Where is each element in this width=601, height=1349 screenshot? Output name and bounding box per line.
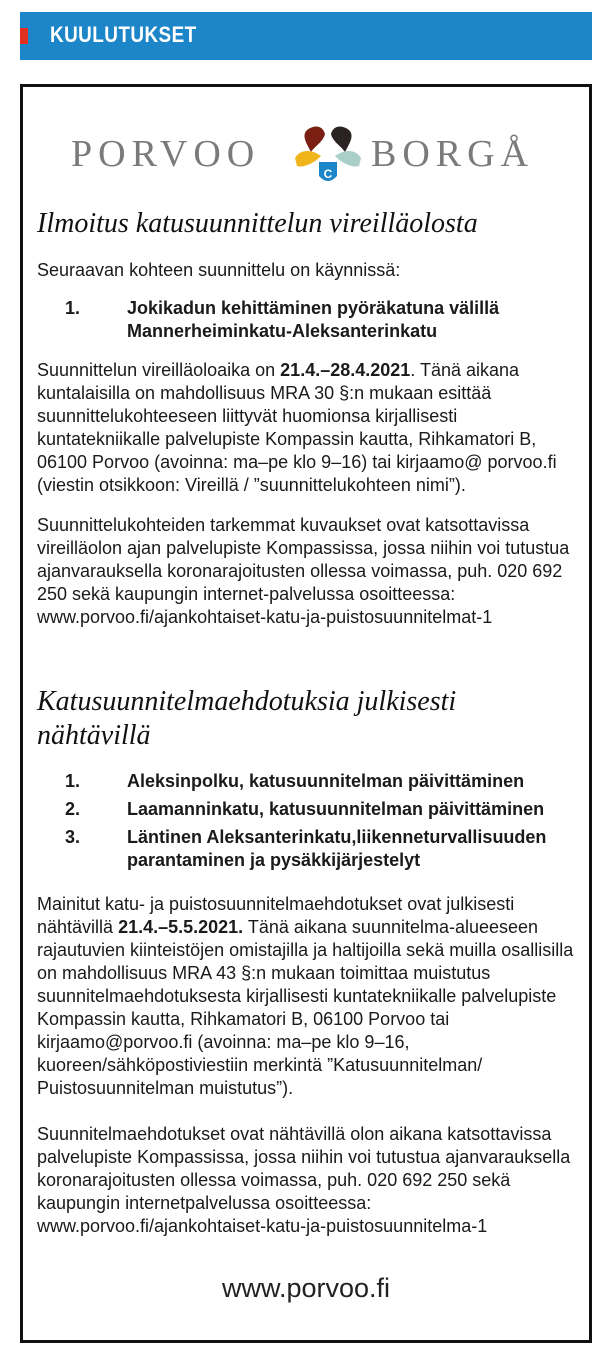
list-item-number: 2. xyxy=(65,799,81,819)
para-text: Suunnittelukohteiden tarkemmat kuvaukset ovat katsottavissa vireilläolon ajan palvelupiste Kompassissa, jossa niihin voi tutustua ajanvarauksella koronarajoitusten ollessa voimassa, puh. 020 692 250 sekä kaupungin internet-palvelussa osoitteessa: xyxy=(37,515,570,604)
list-item xyxy=(37,826,597,872)
list-item-text: Jokikadun kehittäminen pyöräkatuna välillä Mannerheiminkatu-Aleksanterinkatu xyxy=(127,298,500,341)
list-item xyxy=(37,297,597,343)
list-item-number: 1. xyxy=(65,298,81,318)
section1-paragraph2 xyxy=(37,514,582,629)
emblem-letter: C xyxy=(323,167,333,181)
section1-url[interactable]: www.porvoo.fi/ajankohtaiset-katu-ja-puistosuunnitelmat-1 xyxy=(37,607,493,627)
para-text: Suunnitelmaehdotukset ovat nähtävillä olon aikana katsottavissa palvelupiste Kompassissa, jossa niihin voi tutustua ajanvarauksella koronarajoitusten ollessa voimassa, puh. 020 692 250 sekä kaupungin internetpalvelussa osoitteessa: xyxy=(37,1124,571,1213)
porvoo-borga-logo xyxy=(71,120,541,190)
section2-title-line1: Katusuunnitelmaehdotuksia julkisesti xyxy=(37,686,457,717)
list-item-text: Läntinen Aleksanterinkatu,liikenneturvallisuuden parantaminen ja pysäkkijärjestelyt xyxy=(127,827,547,870)
section2-paragraph1 xyxy=(37,893,582,1100)
announcement-box xyxy=(20,84,592,1343)
logo-text-left: PORVOO xyxy=(71,133,261,175)
list-item-number: 1. xyxy=(65,771,81,791)
section2-paragraph2 xyxy=(37,1123,582,1238)
header-title: KUULUTUKSET xyxy=(50,22,197,47)
section1-list xyxy=(37,297,597,343)
list-item-number: 3. xyxy=(65,827,81,847)
section1-intro: Seuraavan kohteen suunnittelu on käynnissä: xyxy=(37,260,401,280)
section2-title xyxy=(37,685,456,753)
para-dates: 21.4.–28.4.2021 xyxy=(280,360,411,380)
section2-title-line2: nähtävillä xyxy=(37,720,151,751)
section1-paragraph1 xyxy=(37,359,582,497)
city-emblem-icon xyxy=(293,122,363,188)
section1-title: Ilmoitus katusuunnittelun vireilläolosta xyxy=(37,208,478,239)
header-marker xyxy=(20,28,28,44)
para-suffix: . Tänä aikana kuntalaisilla on mahdollisuus MRA 30 §:n mukaan esittää suunnittelukohteeseen liittyvät huomionsa kirjallisesti kuntatekniikalle palvelupiste Kompassin kautta, Rihkamatori B, 06100 Porvoo (avoinna: ma–pe klo 9–16) tai kirjaamo@ porvoo.fi (viestin otsikkoon: Vireillä / ”suunnittelukohteen nimi”). xyxy=(37,360,557,495)
para-prefix: Suunnittelun vireilläoloaika on xyxy=(37,360,281,380)
para-suffix: Tänä aikana suunnitelma-alueeseen rajautuvien kiinteistöjen omistajilla ja haltijoilla sekä muilla osallisilla on mahdollisuus MRA 43 §:n mukaan toimittaa muistutus suunnitelmaehdotuksesta kirjallisesti kuntatekniikalle palvelupiste Kompassin kautta, Rihkamatori B, 06100 Porvoo tai kirjaamo@porvoo.fi (avoinna: ma–pe klo 9–16, kuoreen/sähköpostiviestiin merkintä ”Katusuunnitelman/ Puistosuunnitelman muistutus”). xyxy=(37,917,574,1098)
para-prefix: Mainitut katu- ja puistosuunnitelmaehdotukset ovat julkisesti nähtävillä xyxy=(37,894,515,937)
section2-url[interactable]: www.porvoo.fi/ajankohtaiset-katu-ja-puistosuunnitelma-1 xyxy=(37,1216,488,1236)
list-item-text: Aleksinpolku, katusuunnitelman päivittäminen xyxy=(127,771,525,791)
list-item xyxy=(37,798,597,821)
footer-url[interactable]: www.porvoo.fi xyxy=(221,1273,391,1303)
para-dates: 21.4.–5.5.2021. xyxy=(118,917,244,937)
list-item-text: Laamanninkatu, katusuunnitelman päivittäminen xyxy=(127,799,545,819)
logo-text-right: BORGÅ xyxy=(371,133,535,175)
header-bar xyxy=(20,12,592,60)
list-item xyxy=(37,770,597,793)
section2-list xyxy=(37,770,597,872)
